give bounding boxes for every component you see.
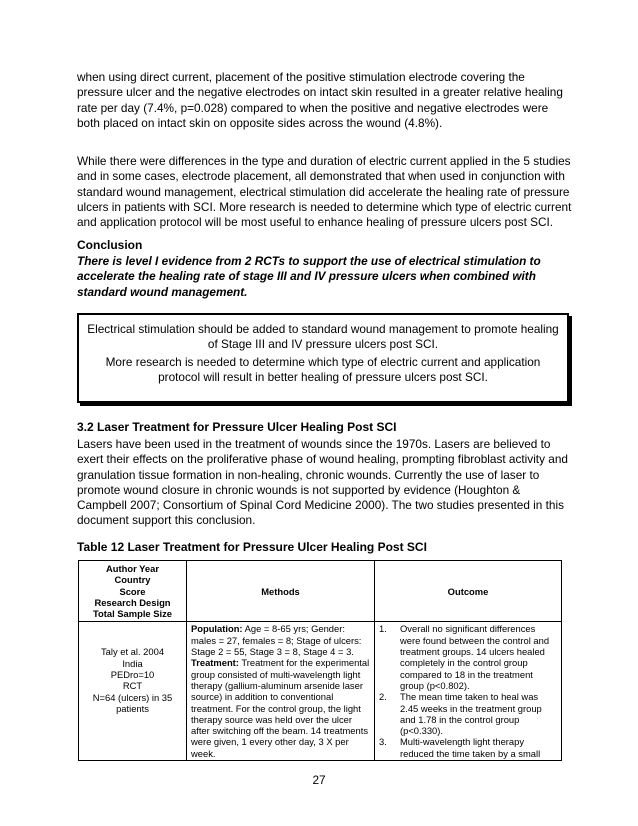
outcome-text: Multi-wavelength light therapy reduced the time taken by a small xyxy=(400,736,541,759)
header-author xyxy=(79,561,187,622)
page-number: 27 xyxy=(312,773,326,787)
outcome-number: 1. xyxy=(379,623,387,635)
conclusion-heading: Conclusion xyxy=(77,238,143,252)
treatment-text: Treatment for the experimental group consisted of multi-wavelength light therapy (gallium-aluminum arsenide laser source) in addition to conventional treatment. For the control group, the light therapy source was held over the ulcer after switching off the beam. 14 treatments were given, 1 every other day, 3 X per week. xyxy=(191,657,370,759)
treatment-label: Treatment: xyxy=(191,657,239,669)
study-line: patients xyxy=(116,702,149,714)
header-author-line: Country xyxy=(114,574,151,586)
recommendation-line-2: More research is needed to determine which type of electric current and application protocol will result in better healing of pressure ulcers post SCI. xyxy=(105,355,541,384)
table-header-row xyxy=(79,561,562,622)
population-label: Population: xyxy=(191,623,243,635)
paragraph-electrode-placement: when using direct current, placement of the positive stimulation electrode covering the pressure ulcer and the negative electrodes on intact skin resulted in a greater relative healing rate per day (7.4%, p=0.028) compared to when the positive and negative electrodes were both placed on intact skin on opposite sides across the wound (4.8%). xyxy=(77,70,563,130)
header-methods: Methods xyxy=(187,561,375,622)
outcome-item xyxy=(379,736,557,759)
header-author-line: Total Sample Size xyxy=(92,608,172,620)
header-author-line: Score xyxy=(119,585,146,597)
recommendation-box xyxy=(77,313,569,403)
outcome-text: The mean time taken to heal was 2.45 weeks in the treatment group and 1.78 in the control group (p<0.330). xyxy=(400,691,542,737)
population-text: Age = 8-65 yrs; Gender: males = 27, females = 8; Stage of ulcers: Stage 2 = 55, Stage 3 = 8, Stage 4 = 3. xyxy=(191,623,362,658)
outcome-cell xyxy=(375,622,562,761)
methods-cell xyxy=(187,622,375,761)
conclusion-text: There is level I evidence from 2 RCTs to support the use of electrical stimulation to accelerate the healing rate of stage III and IV pressure ulcers when combined with standard wound management. xyxy=(77,254,541,299)
outcome-item xyxy=(379,623,557,691)
study-cell xyxy=(79,622,187,761)
study-line: RCT xyxy=(122,680,143,692)
outcome-number: 3. xyxy=(379,736,387,748)
study-line: PEDro=10 xyxy=(110,669,155,681)
study-line: Taly et al. 2004 xyxy=(100,646,165,658)
outcome-text: Overall no significant differences were found between the control and treatment groups. 14 ulcers healed completely in the control group compared to 18 in the treatment group (p<0.802). xyxy=(400,623,550,691)
header-author-line: Author Year xyxy=(106,563,159,574)
study-line: India xyxy=(122,657,143,669)
recommendation-line-1: Electrical stimulation should be added to standard wound management to promote healing of Stage III and IV pressure ulcers post SCI. xyxy=(87,322,559,351)
section-paragraph: Lasers have been used in the treatment of wounds since the 1970s. Lasers are believed to exert their effects on the proliferative phase of wound healing, prompting fibroblast activity and granulation tissue formation in non-healing, chronic wounds. Currently the use of laser to promote wound closure in chronic wounds is not supported by evidence (Houghton & Campbell 2007; Consortium of Spinal Cord Medicine 2000). The two studies presented in this document support this conclusion. xyxy=(77,437,568,528)
header-author-line: Research Design xyxy=(94,596,171,608)
table-row xyxy=(79,622,562,761)
laser-treatment-table xyxy=(78,560,562,761)
outcome-item xyxy=(379,691,557,736)
section-heading: 3.2 Laser Treatment for Pressure Ulcer Healing Post SCI xyxy=(77,420,397,434)
paragraph-summary: While there were differences in the type and duration of electric current applied in the 5 studies and in some cases, electrode placement, all demonstrated that when used in conjunction with standard wound management, electrical stimulation did accelerate the healing rate of pressure ulcers in patients with SCI. More research is needed to determine which type of electric current and application protocol will be most useful to enhance healing of pressure ulcers post SCI. xyxy=(77,154,572,230)
header-outcome: Outcome xyxy=(375,561,562,622)
outcome-number: 2. xyxy=(379,691,387,703)
study-line: N=64 (ulcers) in 35 xyxy=(92,691,173,703)
table-title: Table 12 Laser Treatment for Pressure Ulcer Healing Post SCI xyxy=(77,540,427,554)
